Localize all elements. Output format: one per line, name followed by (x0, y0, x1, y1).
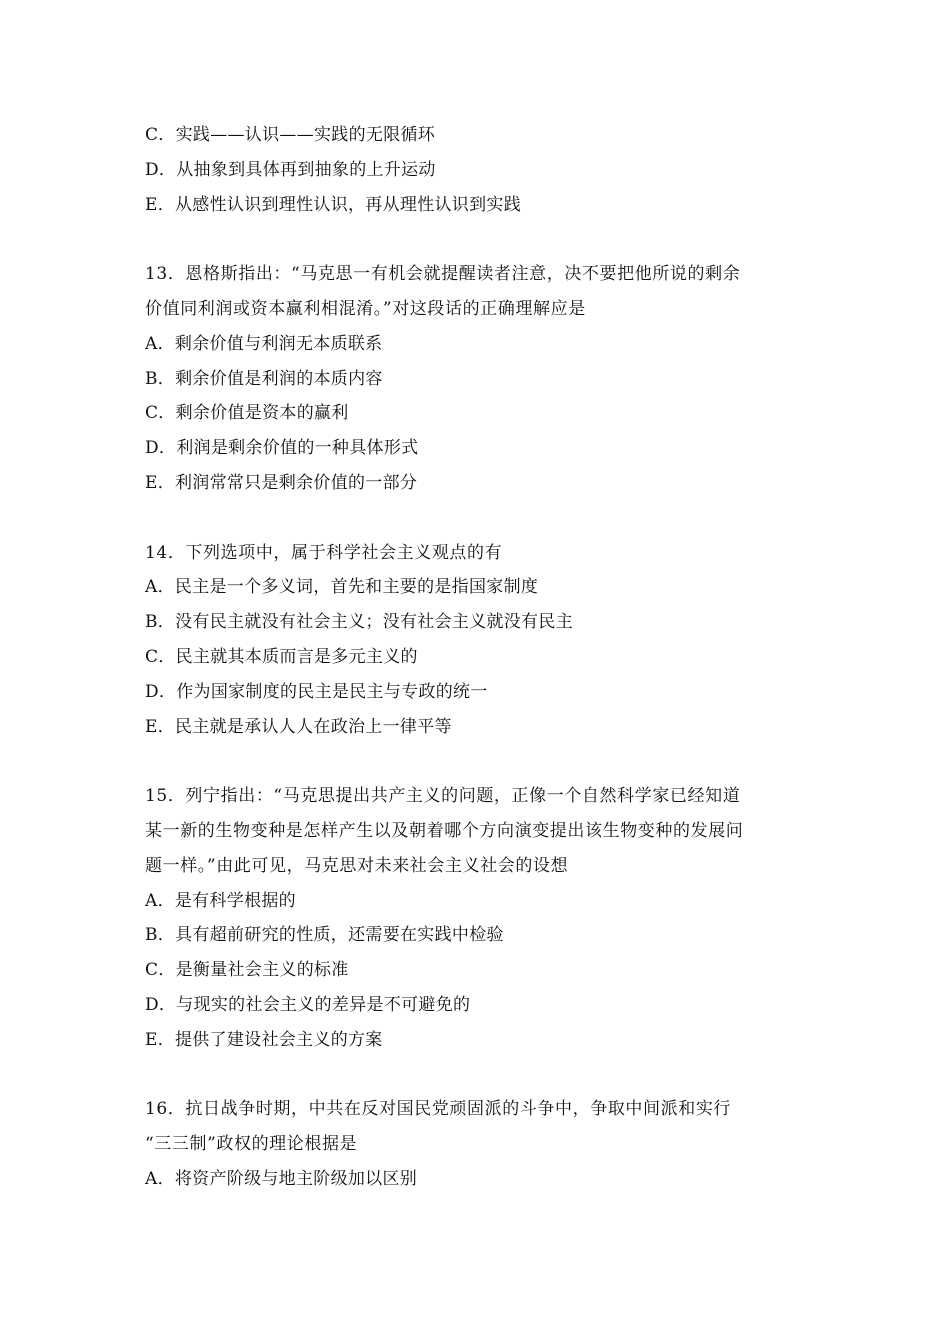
question-14-options (145, 570, 825, 744)
option-a: A．民主是一个多义词，首先和主要的是指国家制度 (145, 577, 539, 598)
option-e: E．提供了建设社会主义的方案 (145, 1029, 383, 1050)
question-16 (145, 1092, 825, 1162)
option-c: C．是衡量社会主义的标准 (145, 960, 349, 981)
question-stem-line: 13．恩格斯指出：“马克思一有机会就提醒读者注意，决不要把他所说的剩余 (145, 264, 741, 285)
question-15-options (145, 884, 825, 1058)
spacer (145, 222, 825, 257)
option-a: A．是有科学根据的 (145, 890, 296, 911)
option-c: C．剩余价值是资本的赢利 (145, 403, 349, 424)
option-a: A．剩余价值与利润无本质联系 (145, 333, 383, 354)
option-d: D．与现实的社会主义的差异是不可避免的 (145, 994, 471, 1015)
spacer (145, 1058, 825, 1093)
question-13-options (145, 327, 825, 501)
option-b: B．没有民主就没有社会主义；没有社会主义就没有民主 (145, 612, 573, 633)
question-16-options (145, 1162, 825, 1197)
question-15 (145, 779, 825, 883)
option-e: E．利润常常只是剩余价值的一部分 (145, 472, 418, 493)
question-14 (145, 536, 825, 571)
question-13 (145, 257, 825, 327)
option-e: E．民主就是承认人人在政治上一律平等 (145, 716, 452, 737)
question-stem-line: 价值同利润或资本赢利相混淆。”对这段话的正确理解应是 (145, 298, 586, 319)
option-e: E．从感性认识到理性认识，再从理性认识到实践 (145, 194, 522, 215)
question-12-options (145, 118, 825, 222)
option-b: B．具有超前研究的性质，还需要在实践中检验 (145, 925, 504, 946)
option-b: B．剩余价值是利润的本质内容 (145, 368, 383, 389)
document-page (145, 118, 825, 1197)
question-stem-line: 题一样。”由此可见，马克思对未来社会主义社会的设想 (145, 855, 569, 876)
question-stem-line: 14．下列选项中，属于科学社会主义观点的有 (145, 542, 503, 563)
option-c: C．民主就其本质而言是多元主义的 (145, 646, 418, 667)
spacer (145, 501, 825, 536)
option-a: A．将资产阶级与地主阶级加以区别 (145, 1168, 418, 1189)
question-stem-line: 15．列宁指出：“马克思提出共产主义的问题，正像一个自然科学家已经知道 (145, 786, 741, 807)
spacer (145, 744, 825, 779)
option-d: D．作为国家制度的民主是民主与专政的统一 (145, 681, 488, 702)
option-d: D．从抽象到具体再到抽象的上升运动 (145, 159, 436, 180)
option-d: D．利润是剩余价值的一种具体形式 (145, 438, 419, 459)
option-c: C．实践——认识——实践的无限循环 (145, 125, 436, 145)
question-stem-line: 16．抗日战争时期，中共在反对国民党顽固派的斗争中，争取中间派和实行 (145, 1099, 732, 1120)
question-stem-line: “三三制”政权的理论根据是 (145, 1134, 358, 1155)
question-stem-line: 某一新的生物变种是怎样产生以及朝着哪个方向演变提出该生物变种的发展问 (145, 820, 744, 841)
